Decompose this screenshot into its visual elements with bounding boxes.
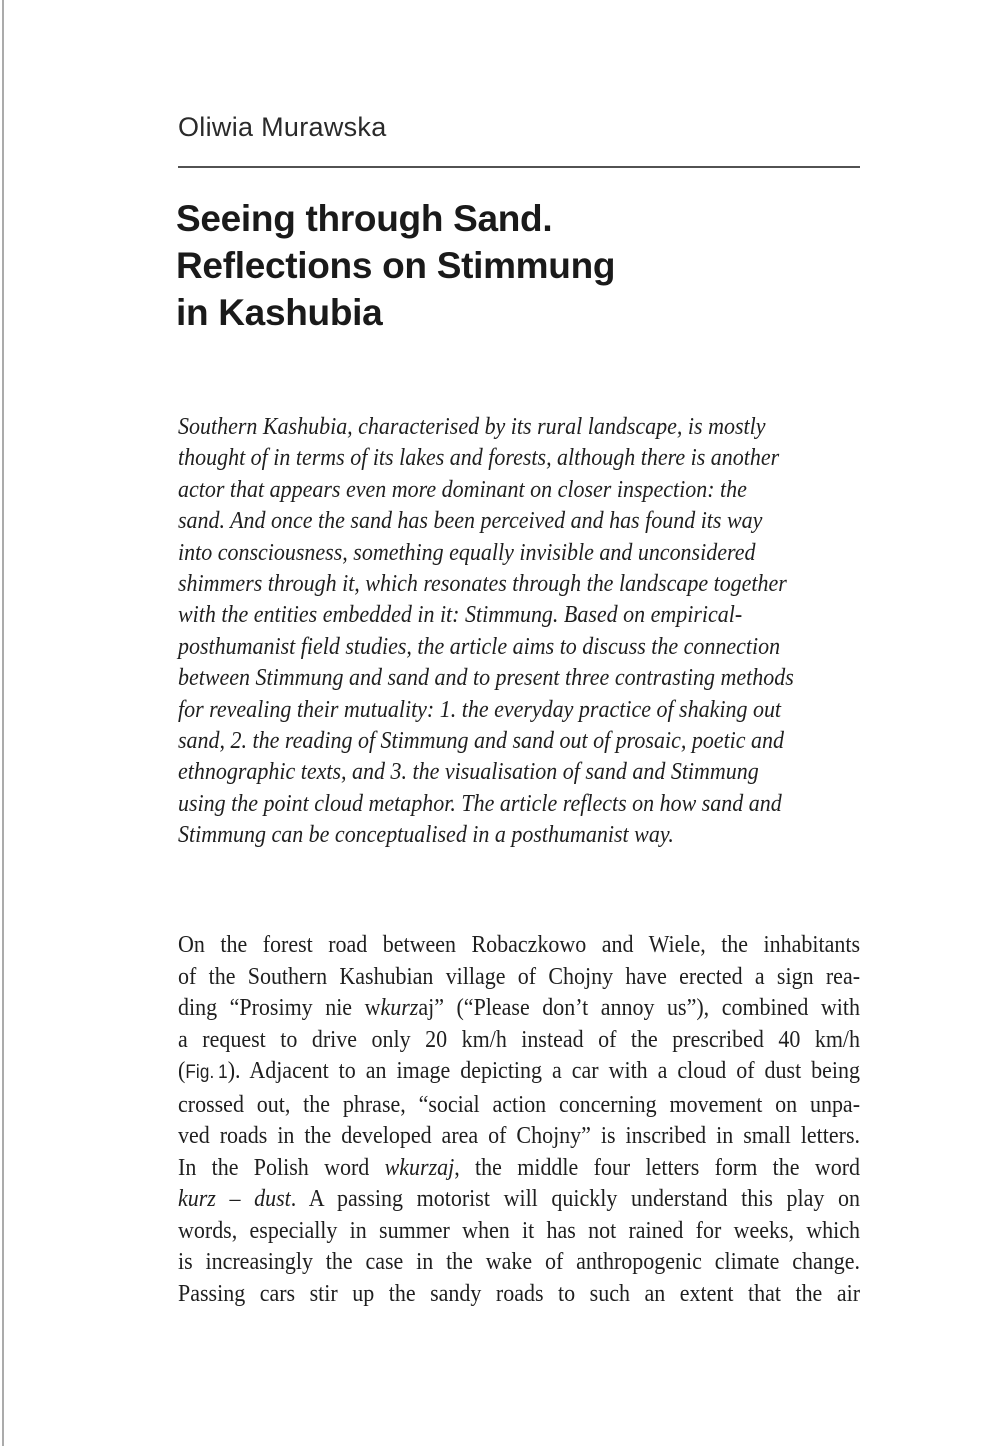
figure-reference: Fig. 1	[185, 1062, 228, 1083]
text-run: ved roads in the developed area of Chojny” is inscribed in small letters.	[178, 1122, 861, 1149]
abstract-line: Southern Kashubia, characterised by its rural landscape, is mostly	[178, 413, 766, 440]
text-run: ding “Prosimy nie w	[178, 994, 381, 1021]
text-run: of the Southern Kashubian village of Chojny have erected a sign rea-	[178, 962, 861, 990]
body-line	[178, 961, 860, 993]
header-rule	[178, 166, 860, 168]
body-line	[178, 1055, 860, 1089]
text-run: ). Adjacent to an image depicting a car with a cloud of dust being	[227, 1057, 861, 1084]
abstract-line: ethnographic texts, and 3. the visualisation of sand and Stimmung	[178, 758, 759, 786]
text-run: On the forest road between Robaczkowo and Wiele, the inhabitants	[178, 931, 861, 958]
abstract-line: between Stimmung and sand and to present three contrasting methods	[178, 664, 794, 692]
abstract-paragraph	[178, 411, 860, 851]
text-run: aj” (“Please don’t annoy us”), combined with	[418, 994, 861, 1021]
body-line	[178, 1089, 860, 1121]
page-edge-line	[2, 0, 4, 1446]
abstract-line: posthumanist field studies, the article aims to discuss the connection	[178, 632, 781, 660]
text-run: Passing cars stir up the sandy roads to such an extent that the air	[178, 1279, 861, 1307]
author-name: Oliwia Murawska	[178, 112, 387, 142]
body-line	[178, 992, 860, 1024]
text-run: kurz	[380, 994, 419, 1021]
body-line	[178, 1183, 860, 1215]
title-line: Seeing through Sand.	[176, 198, 553, 239]
abstract-line: into consciousness, something equally invisible and unconsidered	[178, 538, 756, 566]
text-run: . A passing motorist will quickly understand this play on	[290, 1185, 861, 1212]
article-title	[176, 195, 615, 336]
abstract-line: sand. And once the sand has been perceived and has found its way	[178, 507, 763, 535]
body-paragraph	[178, 929, 860, 1309]
body-line	[178, 929, 860, 961]
text-run: words, especially in summer when it has not rained for weeks, which	[178, 1216, 861, 1244]
abstract-line: sand, 2. the reading of Stimmung and sand out of prosaic, poetic and	[178, 727, 785, 755]
body-line	[178, 1024, 860, 1056]
body-line	[178, 1120, 860, 1152]
text-run: is increasingly the case in the wake of anthropogenic climate change.	[178, 1248, 861, 1275]
abstract-line: thought of in terms of its lakes and forests, although there is another	[178, 444, 780, 472]
text-run: a request to drive only 20 km/h instead of the prescribed 40 km/h	[178, 1025, 861, 1053]
abstract-line: actor that appears even more dominant on closer inspection: the	[178, 475, 747, 503]
abstract-line: shimmers through it, which resonates through the landscape together	[178, 570, 787, 598]
title-line: Reflections on Stimmung	[176, 245, 616, 286]
abstract-line: using the point cloud metaphor. The article reflects on how sand and	[178, 789, 782, 817]
abstract-line: for revealing their mutuality: 1. the everyday practice of shaking out	[178, 695, 782, 723]
text-run: crossed out, the phrase, “social action concerning movement on unpa-	[178, 1090, 861, 1118]
text-run: kurz – dust	[178, 1185, 291, 1212]
text-run: , the middle four letters form the word	[454, 1153, 861, 1181]
title-line: in Kashubia	[176, 292, 383, 333]
body-line	[178, 1152, 860, 1184]
body-line	[178, 1246, 860, 1278]
text-run: In the Polish word	[178, 1153, 385, 1181]
abstract-line: Stimmung can be conceptualised in a posthumanist way.	[178, 821, 674, 849]
body-line	[178, 1278, 860, 1310]
text-run: wkurzaj	[384, 1153, 455, 1181]
abstract-line: with the entities embedded in it: Stimmung. Based on empirical-	[178, 601, 743, 629]
text-run: (	[178, 1057, 186, 1084]
body-line	[178, 1215, 860, 1247]
